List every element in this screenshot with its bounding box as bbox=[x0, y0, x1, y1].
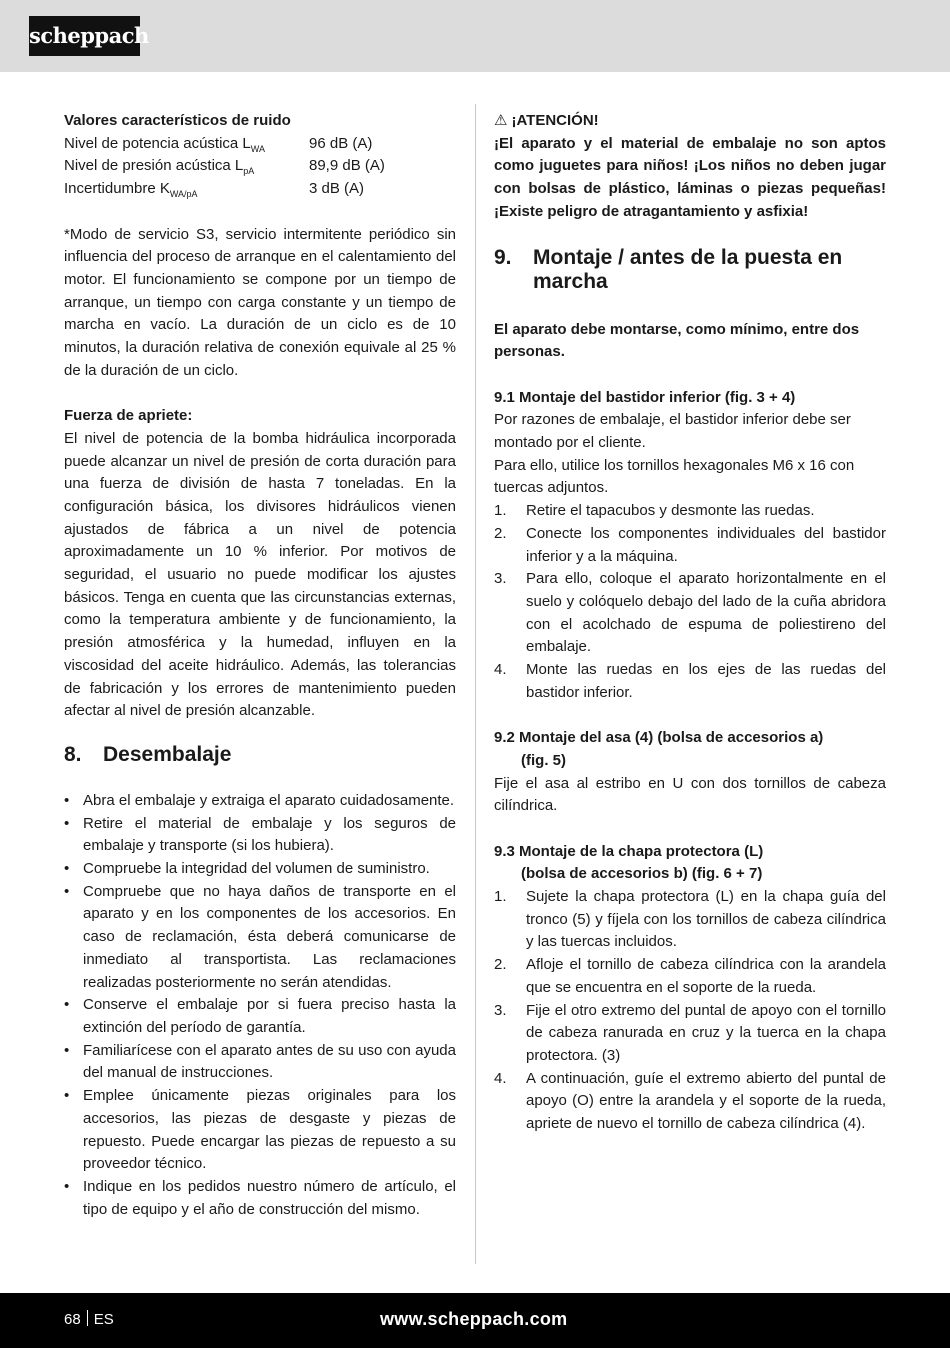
frame-assembly-steps bbox=[494, 500, 886, 704]
section-number: 9. bbox=[494, 245, 512, 269]
list-item: 3. Para ello, coloque el aparato horizontalmente en el suelo y colóquelo debajo del lado de la cuña abridora con el acolchado de espuma de poliestireno del embalaje. bbox=[494, 570, 886, 656]
noise-label: Nivel de potencia acústica $L_{WA}$ bbox=[64, 134, 265, 154]
left-column bbox=[64, 110, 456, 1221]
list-item: • Retire el material de embalaje y los seguros de embalaje y transporte (si los hubiera). bbox=[64, 813, 456, 858]
clamping-force-heading: Fuerza de apriete: bbox=[64, 407, 193, 425]
warning-heading: ⚠ ¡ATENCIÓN! bbox=[494, 112, 599, 129]
list-item: • Compruebe la integridad del volumen de suministro. bbox=[64, 858, 456, 881]
noise-value: 96 dB (A) bbox=[309, 134, 373, 152]
right-column bbox=[494, 110, 886, 1136]
subsection-9-1-text: Para ello, utilice los tornillos hexagonales M6 x 16 con tuercas adjuntos. bbox=[494, 456, 855, 497]
warning-triangle-icon: ⚠ bbox=[494, 112, 508, 129]
table-row bbox=[64, 133, 385, 156]
footer-bar bbox=[0, 1293, 950, 1348]
section-number: 8. bbox=[64, 742, 82, 766]
noise-label: Nivel de presión acústica $L_{pA}$ bbox=[64, 157, 255, 177]
warning-text: ¡El aparato y el material de embalaje no son aptos como juguetes para niños! ¡Los niños no deben jugar con bolsas de plástico, láminas o piezas pequeñas! ¡Existe peligro de atragantamiento y asfixia! bbox=[494, 134, 886, 220]
section-title: Desembalaje bbox=[103, 742, 232, 766]
noise-value: 89,9 dB (A) bbox=[309, 157, 385, 175]
language-code: ES bbox=[93, 1311, 114, 1328]
unpacking-list bbox=[64, 790, 456, 1221]
section-title: Montaje / antes de la puesta en marcha bbox=[533, 245, 843, 293]
list-item: 1. Sujete la chapa protectora (L) en la chapa guía del tronco (5) y fíjela con los tornillos de cabeza cilíndrica y las tuercas incluidos. bbox=[494, 888, 886, 951]
subsection-9-1-text: Por razones de embalaje, el bastidor inferior debe ser montado por el cliente. bbox=[494, 411, 851, 452]
noise-label: Incertidumbre $K_{WA/pA}$ bbox=[64, 180, 198, 200]
column-divider bbox=[475, 104, 476, 1264]
list-item: 4. Monte las ruedas en los ejes de las ruedas del bastidor inferior. bbox=[494, 661, 886, 701]
list-item: • Compruebe que no haya daños de transporte en el aparato y en los componentes de los accesorios. En caso de reclamación, ésta deberá comunicarse de inmediato al transportista. Las reclamaciones realizadas posteriormente no serán atendidas. bbox=[64, 881, 456, 995]
list-item: • Conserve el embalaje por si fuera preciso hasta la extinción del período de garantía. bbox=[64, 994, 456, 1039]
s3-operating-mode-note: *Modo de servicio S3, servicio intermitente periódico sin influencia del proceso de arranque en el calentamiento del motor. El funcionamiento se compone por un tiempo de arranque, un tiempo con carga constante y un tiempo de marcha en vacío. La duración de un ciclo es de 10 minutos, la duración relativa de conexión equivale al 25 % de la duración de un ciclo. bbox=[64, 225, 456, 379]
list-item: 4. A continuación, guíe el extremo abierto del puntal de apoyo (O) entre la arandela y el soporte de la rueda, apriete de nuevo el tornillo de cabeza cilíndrica (4). bbox=[494, 1069, 886, 1133]
noise-values-table bbox=[64, 133, 385, 201]
list-item: 3. Fije el otro extremo del puntal de apoyo con el tornillo de cabeza ranurada en cruz y la tuerca en la chapa protectora. (3) bbox=[494, 1001, 886, 1064]
subsection-9-2-heading-figure: (fig. 5) bbox=[521, 751, 566, 769]
list-item: • Familiarícese con el aparato antes de su uso con ayuda del manual de instrucciones. bbox=[64, 1040, 456, 1085]
subsection-9-2-heading: 9.2 Montaje del asa (4) (bolsa de accesorios a) bbox=[494, 729, 824, 747]
list-item: 2. Conecte los componentes individuales del bastidor inferior y a la máquina. bbox=[494, 524, 886, 565]
list-item: • Abra el embalaje y extraiga el aparato cuidadosamente. bbox=[64, 790, 456, 813]
list-item: 2. Afloje el tornillo de cabeza cilíndrica con la arandela que se encuentra en el soporte de la rueda. bbox=[494, 956, 886, 996]
table-row bbox=[64, 155, 385, 178]
noise-value: 3 dB (A) bbox=[309, 180, 365, 198]
subsection-9-1-heading: 9.1 Montaje del bastidor inferior (fig. 3 + 4) bbox=[494, 388, 796, 406]
subsection-9-3-heading-bag: (bolsa de accesorios b) (fig. 6 + 7) bbox=[521, 865, 763, 883]
subsection-9-3-heading: 9.3 Montaje de la chapa protectora (L) bbox=[494, 842, 764, 860]
section-9-intro: El aparato debe montarse, como mínimo, entre dos personas. bbox=[494, 320, 860, 361]
clamping-force-text: El nivel de potencia de la bomba hidráulica incorporada puede alcanzar un nivel de presión de corta duración para una fuerza de división de hasta 7 toneladas. En la configuración básica, los divisores hidráulicos vienen ajustados de fábrica a un nivel de potencia aproximadamente un 10 % inferior. Por motivos de seguridad, el usuario no puede modificar los ajustes básicos. Tenga en cuenta que las circunstancias externas, como la temperatura ambiente y de funcionamiento, la presión atmosférica y la humedad, influyen en la viscosidad del aceite hidráulico. Además, las tolerancias de fabricación y los errores de mantenimiento pueden afectar al nivel de presión alcanzable. bbox=[64, 429, 456, 720]
section-9-heading bbox=[494, 246, 886, 294]
noise-values-heading: Valores característicos de ruido bbox=[64, 112, 291, 129]
guard-plate-assembly-steps bbox=[494, 886, 886, 1136]
header-bar bbox=[0, 0, 950, 72]
list-item: • Emplee únicamente piezas originales para los accesorios, las piezas de desgaste y piezas de repuesto. Puede encargar las piezas de repuesto a su proveedor técnico. bbox=[64, 1085, 456, 1176]
list-item: 1. Retire el tapacubos y desmonte las ruedas. bbox=[494, 502, 815, 520]
brand-logo: scheppach bbox=[29, 16, 140, 56]
website-url: www.scheppach.com bbox=[380, 1309, 568, 1329]
list-item: • Indique en los pedidos nuestro número de artículo, el tipo de equipo y el año de construcción del mismo. bbox=[64, 1176, 456, 1221]
table-row bbox=[64, 178, 385, 201]
page-number: 68 ES bbox=[64, 1311, 114, 1328]
section-8-heading bbox=[64, 743, 456, 767]
subsection-9-2-text: Fije el asa al estribo en U con dos tornillos de cabeza cilíndrica. bbox=[494, 774, 886, 815]
